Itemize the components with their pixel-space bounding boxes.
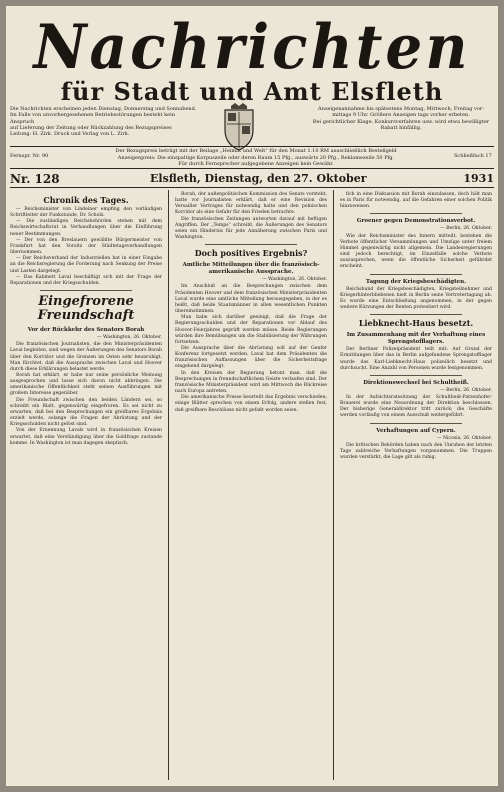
article-paragraph: Man habe sich darüber geeinigt, daß die Frage der Regierungsschulden und der Reparationen vor Ablauf des Hoover-Feierjahres geprüft werden müsse. Beide Regierungen würden ihre Bemühungen um die Stabilisierung der Währungen fortsetzen.: [175, 315, 327, 345]
divider: [370, 213, 462, 214]
article-paragraph: — Das Kabinett Laval beschäftigt sich mit der Frage der Reparationen und der Kriegsschulden.: [10, 274, 162, 286]
masthead: [6, 11, 498, 106]
info-line: Die Nachrichten erscheinen jeden Dienstag, Donnerstag und Sonnabend.: [10, 106, 197, 112]
article-paragraph: — Reichsminister von Lindeiner empfing den vorläufigen Schriftleiter der Funkstunde, Dr. Scholz.: [10, 207, 162, 219]
notice-line: Der Bezugspreis beträgt mit der Beilage „Heimat und Welt“ für den Monat 1.10 RM ausschließlich Bestellgeld: [115, 148, 397, 154]
article-heading: Verhaftungen auf Cypern.: [376, 427, 456, 434]
article-dateline: — Berlin, 26. Oktober.: [440, 387, 492, 393]
column-rule: [333, 190, 334, 780]
article-dateline: — Washington, 26. Oktober.: [261, 277, 327, 283]
notice-line: Für durch Fernsprecher aufgegebene Anzeigen kein Gewähr.: [178, 161, 334, 167]
article-paragraph: fich in eine Diskussion mit Borah einzulassen, doch hält man es in Paris für notwendig, auf die Gefahren einer solchen Politik hinzuweisen.: [340, 192, 492, 210]
article-paragraph: Reichsbund der Kriegsbeschädigten, Kriegsteilnehmer und Kriegerhinterbliebenen hielt in Berlin seine Vertretertagung ab. Es wurde eine Entschließung angenommen, in der gegen weitere Kürzungen der Renten protestiert wird.: [340, 286, 492, 311]
article-paragraph: — Der von den Breslauern gewählte Bürgermeister von Frankfurt hat den Vorsitz der Städtetagsverhandlungen übernommen.: [10, 237, 162, 256]
article-dateline: — Berlin, 26. Oktober.: [440, 226, 492, 232]
article-paragraph: — Die zuständigen Reichsbehörden stehen mit dem Reichswirtschaftsrat in Verhandlungen über die Einführung neuer Bestimmungen.: [10, 219, 162, 237]
masthead-subtitle: für Stadt und Amt Elsfleth: [60, 77, 444, 106]
newspaper-page: [6, 6, 498, 786]
article-paragraph: Die französischen Zeitungen antworten darauf mit heftigen Angriffen. Der „Temps“ schreibt, die Äußerungen des Senators seien ein Hindernis für jede Annäherung zwischen Paris und Washington.: [175, 216, 327, 241]
article-paragraph: Die französischen Journalisten, die den Ministerpräsidenten Laval begleiten, sind wegen der Äußerungen des Senators Borah über den Korridor und die Grenzen im Osten sehr beunruhigt. Man fürchtet, daß die Aussprache zwischen Laval und Hoover durch diese Erklärungen belastet werde.: [10, 342, 162, 372]
article-paragraph: Borah, der außenpolitischen Kommission des Senats vorsteht, hatte vor Journalisten erklärt, daß er eine Revision des Versailler Vertrages für notwendig halte und den polnischen Korridor als eine Gefahr für den Frieden betrachte.: [175, 192, 327, 216]
advertising-info: [306, 106, 496, 131]
info-line: Leitung: H. Zirk. Druck und Verlag von L. Zirk.: [10, 131, 130, 138]
divider: [205, 244, 297, 245]
info-line: mittags 9 Uhr. Größere Anzeigen tags vorher erbeten.: [332, 112, 470, 119]
article-paragraph: Die britischen Behörden haben nach den Unruhen der letzten Tage zahlreiche Verhaftungen vorgenommen. Die Truppen wurden verstärkt, die Lage gilt als ruhig.: [340, 442, 492, 461]
article-paragraph: Von der Ernennung Lavals wird in französischen Kreisen erwartet, daß eine Verständigung über die Goldfrage zustande komme. In Washington ist man dagegen skeptisch.: [10, 428, 162, 446]
article-dateline: — Nicosia, 26. Oktober.: [436, 435, 492, 441]
divider: [40, 290, 132, 291]
phone-number: Fernspr. Nr. 90: [10, 153, 49, 159]
info-line: Bei gerichtlicher Klage, Konkursverfahren usw. wird etwa bewilligter: [312, 118, 490, 125]
column-3: [340, 192, 492, 461]
article-paragraph: — Der Reichsverband der Industriellen hat in einer Eingabe an die Reichsregierung die Forderung nach Senkung der Preise und Lasten dargelegt.: [10, 256, 162, 274]
article-heading: Chronik des Tages.: [43, 195, 129, 205]
article-heading: Direktionswechsel bei Schultheiß.: [363, 379, 469, 386]
article-paragraph: Der Berliner Polizeipräsident teilt mit: Auf Grund der Ermittlungen über das in Berlin aufgefundene Sprengstofflager wurde das Karl-Liebknecht-Haus polizeilich besetzt und durchsucht. Eine Anzahl von Personen wurde festgenommen.: [340, 347, 492, 371]
article-paragraph: Wie der Reichsminister des Innern mitteilt, bestehen die Verbote öffentlicher Versammlungen und Umzüge unter freiem Himmel gegenwärtig nicht allgemein. Die Landesregierungen sind jedoch berechtigt, im Einzelfalle solche Verbote auszusprechen, wenn die öffentliche Sicherheit gefährdet erscheint.: [340, 233, 492, 270]
info-line: Im Falle von unvorhergesehenen Betriebsstörungen besteht kein Anspruch: [10, 112, 175, 125]
article-heading: Groener gegen Demonstrationsverbot.: [356, 218, 476, 225]
column-2: [175, 192, 327, 414]
article-heading: Doch positives Ergebnis?: [194, 248, 308, 259]
column-1: [10, 192, 162, 447]
info-line: Anzeigenannahme bis spätestens Montag, Mittwoch, Freitag vor-: [318, 106, 484, 112]
issue-year: 1931: [463, 172, 494, 185]
coat-of-arms-icon: [219, 102, 259, 152]
article-dateline: — Washington, 26. Oktober.: [96, 335, 162, 341]
divider: [10, 187, 494, 188]
divider: [10, 168, 494, 169]
article-paragraph: Borah hat erklärt, er habe nur seine persönliche Meinung ausgesprochen und lasse sich davon nicht abbringen. Die amerikanische Öffentlichkeit steht seinen Ausführungen mit großem Interesse gegenüber.: [10, 372, 162, 397]
article-paragraph: Die Aussprache über die Abrüstung soll auf der Genfer Konferenz fortgesetzt werden. Laval hat dem Präsidenten die französischen Auffassungen über die Sicherheitsfrage eingehend dargelegt.: [175, 345, 327, 370]
divider: [370, 375, 462, 376]
info-line: auf Lieferung der Zeitung oder Rückzahlung des Bezugspreises: [10, 124, 172, 131]
divider: [370, 274, 462, 275]
column-rule: [168, 190, 169, 780]
dateline: [10, 170, 494, 186]
subscription-notice: [66, 148, 446, 168]
po-box: Schließfach 17: [454, 153, 492, 159]
divider: [370, 314, 462, 315]
divider: [10, 146, 494, 147]
info-line: Rabatt hinfällig.: [380, 124, 422, 131]
article-heading: Tagung der Kriegsbeschädigten.: [365, 278, 467, 285]
article-paragraph: Die amerikanische Presse beurteilt das Ergebnis verschieden; einige Blätter sprechen von einem Erfolg, andere stellen fest, daß greifbare Beschlüsse nicht gefaßt worden seien.: [175, 395, 327, 413]
article-paragraph: Im Anschluß an die Besprechungen zwischen dem Präsidenten Hoover und dem französischen Ministerpräsidenten Laval wurde eine amtliche Mitteilung herausgegeben, in der es heißt, daß beide Staatsmänner in allen wesentlichen Punkten übereinstimmen.: [175, 284, 327, 315]
divider: [370, 423, 462, 424]
article-paragraph: In den Kreisen der Regierung betont man, daß die Besprechungen in freundschaftlichem Geiste verlaufen sind. Der französische Ministerpräsident wird am Mittwoch die Rückreise nach Europa antreten.: [175, 370, 327, 395]
notice-line: Anzeigenpreis: Die einspaltige Korpuszeile oder deren Raum 15 Pfg., auswärts 20 Pfg., Reklamezeile 50 Pfg.: [117, 154, 395, 161]
article-subheading: Vor der Rückkehr des Senators Borah: [27, 327, 145, 334]
article-paragraph: In der Aufsichtsratssitzung der Schultheiß-Patzenhofer-Brauerei wurde eine Neuordnung der Direktion beschlossen. Der bisherige Generaldirektor tritt zurück; die Geschäfte werden vorläufig von einem Ausschuß weitergeführt.: [340, 394, 492, 419]
article-subheading: Im Zusammenhang mit der Verhaftung eines Sprengstofflagers.: [346, 332, 486, 346]
issue-date: Elsfleth, Dienstag, den 27. Oktober: [150, 172, 367, 185]
article-heading: Liebknecht-Haus besetzt.: [358, 318, 474, 329]
issue-number: Nr. 128: [10, 172, 60, 186]
article-paragraph: Die Freundschaft zwischen den beiden Ländern sei, so schreibt ein Blatt, gegenwärtig eingefroren. Es sei nicht zu erwarten, daß bei den Besprechungen ein greifbares Ergebnis erzielt werde, solange die Fragen der Abrüstung und der Kriegsschulden nicht gelöst sind.: [10, 397, 162, 428]
article-subheading: Amtliche Mitteilungen über die französisch-amerikanische Aussprache.: [182, 262, 320, 276]
publication-info: [10, 106, 200, 137]
masthead-title: Nachrichten: [33, 11, 471, 83]
article-heading: Eingefrorene Freundschaft: [37, 294, 135, 324]
